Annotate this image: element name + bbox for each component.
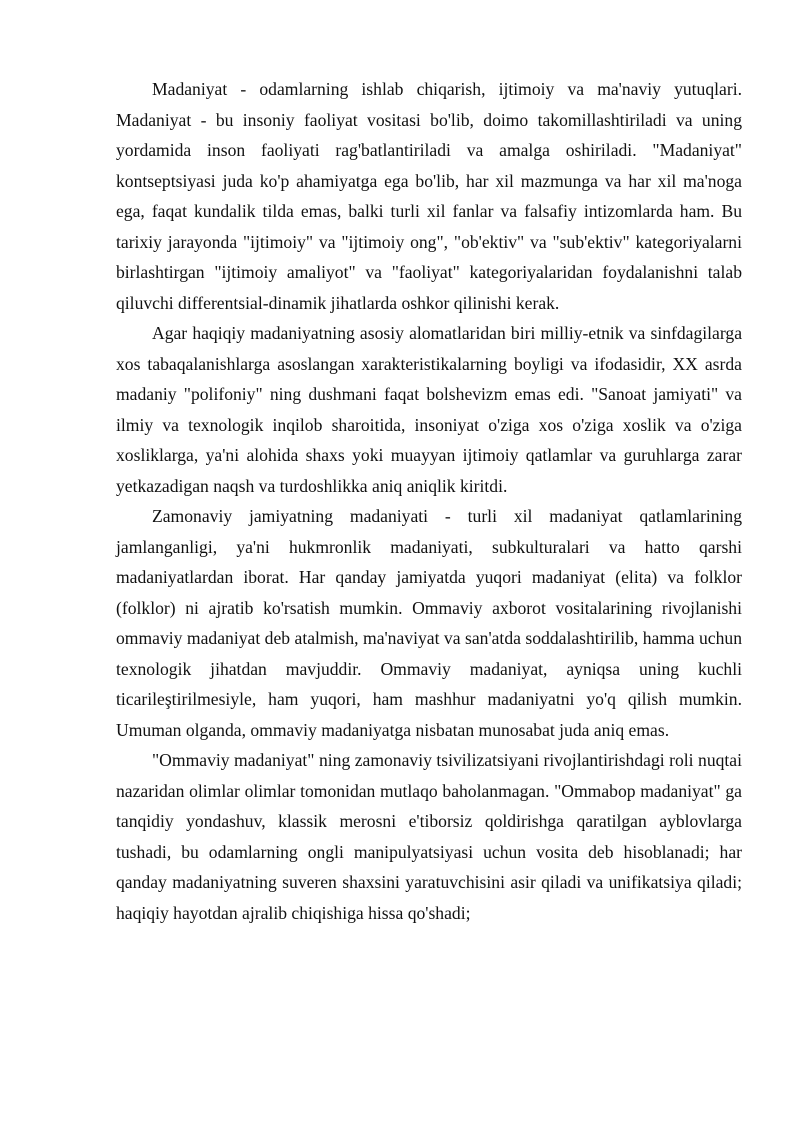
paragraph-2: Agar haqiqiy madaniyatning asosiy alomatlaridan biri milliy-etnik va sinfdagilarga xos tabaqalanishlarga asoslangan xarakteristikalarning boyligi va ifodasidir, XX asrda madaniy "polifoniy" ning dushmani faqat bolshevizm emas edi. "Sanoat jamiyati" va ilmiy va texnologik inqilob sharoitida, insoniyat o'ziga xos o'ziga xoslik va o'ziga xosliklarga, ya'ni alohida shaxs yoki muayyan ijtimoiy qatlamlar va guruhlarga zarar yetkazadigan naqsh va turdoshlikka aniq aniqlik kiritdi. xyxy=(116,323,742,496)
document-page xyxy=(116,74,742,928)
paragraph-3: Zamonaviy jamiyatning madaniyati - turli xil madaniyat qatlamlarining jamlanganligi, ya'ni hukmronlik madaniyati, subkulturalari va hatto qarshi madaniyatlardan iborat. Har qanday jamiyatda yuqori madaniyat (elita) va folklor (folklor) ni ajratib ko'rsatish mumkin. Ommaviy axborot vositalarining rivojlanishi ommaviy madaniyat deb atalmish, ma'naviyat va san'atda soddalashtirilib, hamma uchun texnologik jihatdan mavjuddir. Ommaviy madaniyat, ayniqsa uning kuchli ticarileştirilmesiyle, ham yuqori, ham mashhur madaniyatni yo'q qilish mumkin. Umuman olganda, ommaviy madaniyatga nisbatan munosabat juda aniq emas. xyxy=(116,506,742,740)
paragraph-4: "Ommaviy madaniyat" ning zamonaviy tsivilizatsiyani rivojlantirishdagi roli nuqtai nazaridan olimlar olimlar tomonidan mutlaqo baholanmagan. "Ommabop madaniyat" ga tanqidiy yondashuv, klassik merosni e'tiborsiz qoldirishga qaratilgan ayblovlarga tushadi, bu odamlarning ongli manipulyatsiyasi uchun vosita deb hisoblanadi; har qanday madaniyatning suveren shaxsini yaratuvchisini asir qiladi va unifikatsiya qiladi; haqiqiy hayotdan ajralib chiqishiga hissa qo'shadi; xyxy=(116,750,742,923)
paragraph-1: Madaniyat - odamlarning ishlab chiqarish, ijtimoiy va ma'naviy yutuqlari. Madaniyat - bu insoniy faoliyat vositasi bo'lib, doimo takomillashtiriladi va uning yordamida inson faoliyati rag'batlantiriladi va amalga oshiriladi. "Madaniyat" kontseptsiyasi juda ko'p ahamiyatga ega bo'lib, har xil mazmunga va har xil ma'noga ega, faqat kundalik tilda emas, balki turli xil fanlar va falsafiy intizomlarda ham. Bu tarixiy jarayonda "ijtimoiy" va "ijtimoiy ong", "ob'ektiv" va "sub'ektiv" kategoriyalarni birlashtirgan "ijtimoiy amaliyot" va "faoliyat" kategoriyalaridan foydalanishni talab qiluvchi differentsial-dinamik jihatlarda oshkor qilinishi kerak. xyxy=(116,79,742,313)
